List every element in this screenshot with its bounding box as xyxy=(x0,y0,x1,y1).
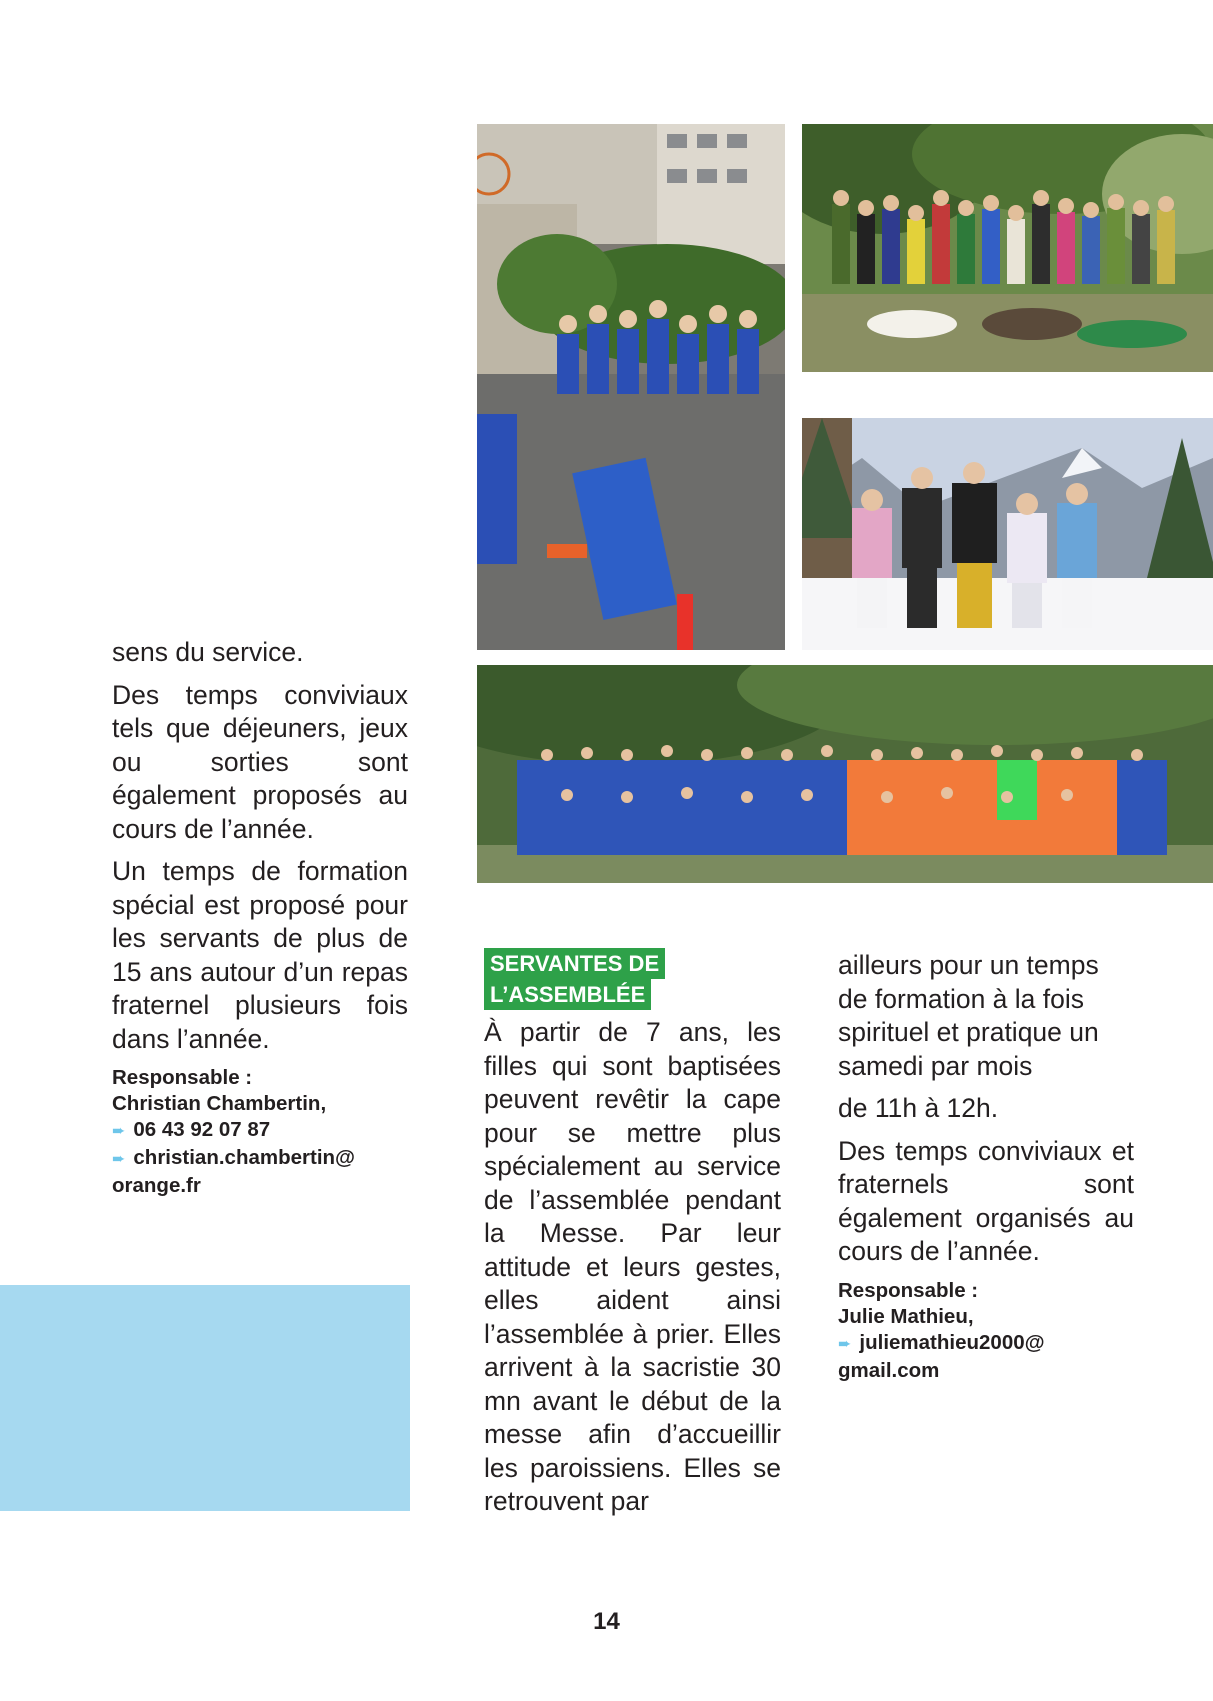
phone-number[interactable]: 06 43 92 07 87 xyxy=(133,1118,271,1141)
email-line xyxy=(838,1330,1134,1358)
paragraph: ailleurs pour un temps de formation à la fois spirituel et pratique un samedi par mois xyxy=(838,950,1099,1081)
responsable-label: Responsable : xyxy=(112,1066,253,1089)
contact-block xyxy=(838,1278,1134,1384)
responsable-label: Responsable : xyxy=(838,1278,979,1302)
contact-block xyxy=(112,1065,408,1199)
phone-line xyxy=(112,1117,408,1145)
email-line-continued[interactable]: orange.fr xyxy=(112,1174,201,1197)
paragraph: Des temps conviviaux tels que déjeuners, jeux ou sorties sont également proposés au cours de l’année. xyxy=(112,679,408,844)
photo-large-group-park xyxy=(477,665,1213,883)
responsable-name: Christian Chambertin, xyxy=(112,1092,327,1115)
photo-servants-playground xyxy=(477,124,785,650)
paragraph: Un temps de formation spécial est proposé pour les servants de plus de 15 ans autour d’un repas fraternel plusieurs fois dans l’année. xyxy=(112,856,408,1054)
right-column xyxy=(838,949,1134,1384)
email-link[interactable]: christian.chambertin@ xyxy=(133,1146,356,1169)
paragraph: sens du service. xyxy=(112,637,304,667)
page-number: 14 xyxy=(593,1608,620,1635)
paragraph: Des temps conviviaux et fraternels sont également organisés au cours de l’année. xyxy=(838,1135,1134,1266)
section-heading xyxy=(484,948,665,1010)
heading-line: SERVANTES DE xyxy=(484,948,665,979)
responsable-name: Julie Mathieu, xyxy=(838,1304,974,1328)
middle-column xyxy=(484,1016,781,1528)
heading-line: L’ASSEMBLÉE xyxy=(484,979,651,1010)
email-line xyxy=(112,1145,408,1173)
email-line-continued[interactable]: gmail.com xyxy=(838,1358,940,1382)
arrow-icon: ➨ xyxy=(112,1151,126,1168)
decorative-blue-box xyxy=(0,1285,410,1511)
left-column xyxy=(112,636,408,1199)
photo-children-snow xyxy=(802,418,1213,650)
email-link[interactable]: juliemathieu2000@ xyxy=(859,1330,1045,1354)
arrow-icon: ➨ xyxy=(112,1123,126,1140)
paragraph: de 11h à 12h. xyxy=(838,1093,999,1123)
photo-group-costumes-forest xyxy=(802,124,1213,372)
arrow-icon: ➨ xyxy=(838,1335,852,1353)
paragraph: À partir de 7 ans, les filles qui sont baptisées peuvent revêtir la cape pour se mettre plus spécialement au service de l’assemblée pendant la Messe. Par leur attitude et leurs gestes, elles aident ainsi l’assemblée à prier. Elles arrivent à la sacristie 30 mn avant le début de la messe afin d’accueillir les paroissiens. Elles se retrouvent par xyxy=(484,1017,781,1516)
